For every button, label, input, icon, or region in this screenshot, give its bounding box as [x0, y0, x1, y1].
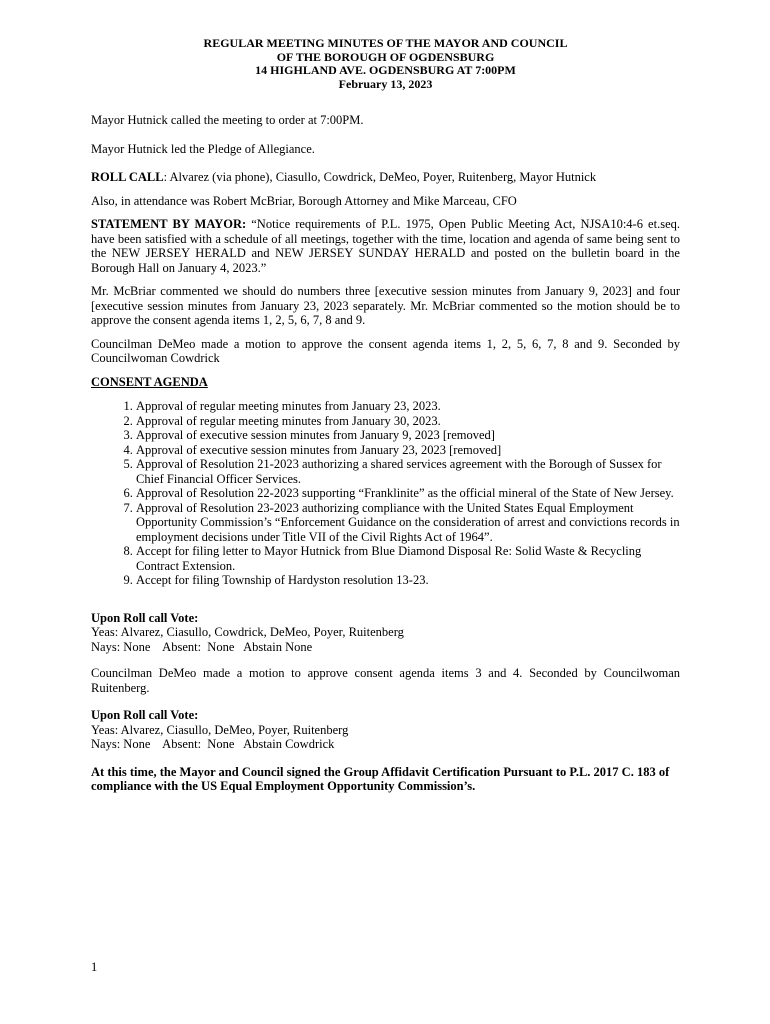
- header-address: 14 HIGHLAND AVE. OGDENSBURG AT 7:00PM: [255, 63, 516, 78]
- list-item: 2. Approval of regular meeting minutes from January 30, 2023.: [136, 414, 680, 429]
- vote-1-heading: Upon Roll call Vote:: [91, 610, 199, 625]
- vote-2-nays: Nays: None Absent: None Abstain Cowdrick: [91, 737, 335, 752]
- vote-1: [91, 611, 680, 655]
- header-title-line-2: OF THE BOROUGH OF OGDENSBURG: [276, 49, 495, 64]
- call-to-order: Mayor Hutnick called the meeting to order at 7:00PM.: [91, 113, 364, 128]
- list-item: 7. Approval of Resolution 23-2023 authorizing compliance with the United States Equal Employment Opportunity Commission’s “Enforcement Guidance on the consideration of arrest and convictions records in employment decisions under Title VII of the Civil Rights Act of 1964”.: [136, 501, 680, 545]
- motion-2: Councilman DeMeo made a motion to approve consent agenda items 3 and 4. Seconded by Councilwoman Ruitenberg.: [91, 666, 680, 695]
- page-number: 1: [91, 960, 98, 974]
- attendance: Also, in attendance was Robert McBriar, Borough Attorney and Mike Marceau, CFO: [91, 193, 517, 208]
- motion-1: Councilman DeMeo made a motion to approve the consent agenda items 1, 2, 5, 6, 7, 8 and 9. Seconded by Councilwoman Cowdrick: [91, 336, 680, 366]
- roll-call-label: ROLL CALL: [91, 170, 164, 185]
- list-item: 1. Approval of regular meeting minutes from January 23, 2023.: [136, 399, 680, 414]
- vote-2-heading: Upon Roll call Vote:: [91, 708, 199, 723]
- document-header: [91, 37, 680, 91]
- roll-call-text: : Alvarez (via phone), Ciasullo, Cowdrick, DeMeo, Poyer, Ruitenberg, Mayor Hutnick: [163, 170, 597, 185]
- vote-2: [91, 708, 680, 752]
- mayor-statement: [91, 217, 680, 275]
- list-item: 9. Accept for filing Township of Hardyston resolution 13-23.: [136, 573, 680, 588]
- statement-label: STATEMENT BY MAYOR:: [91, 217, 247, 232]
- statement-text: “Notice requirements of P.L. 1975, Open Public Meeting Act, NJSA10:4-6 et.seq. have been satisfied with a schedule of all meetings, together with the time, location and agenda of same being sent to the NEW JERSEY HERALD and NEW JERSEY SUNDAY HERALD and posted on the bulletin board in the Borough Hall on January 4, 2023.”: [91, 217, 680, 275]
- consent-agenda-list: [91, 399, 680, 588]
- list-item: 4. Approval of executive session minutes from January 23, 2023 [removed]: [136, 443, 680, 458]
- pledge: Mayor Hutnick led the Pledge of Allegiance.: [91, 141, 315, 156]
- header-date: February 13, 2023: [338, 76, 433, 91]
- document-page: [91, 37, 680, 794]
- list-item: 6. Approval of Resolution 22-2023 supporting “Franklinite” as the official mineral of the State of New Jersey.: [136, 486, 680, 501]
- list-item: 8. Accept for filing letter to Mayor Hutnick from Blue Diamond Disposal Re: Solid Waste & Recycling Contract Extension.: [136, 544, 680, 573]
- affidavit-statement: At this time, the Mayor and Council signed the Group Affidavit Certification Pursuant to P.L. 2017 C. 183 of compliance with the US Equal Employment Opportunity Commission’s.: [91, 764, 670, 794]
- list-item: 3. Approval of executive session minutes from January 9, 2023 [removed]: [136, 428, 680, 443]
- list-item: 5. Approval of Resolution 21-2023 authorizing a shared services agreement with the Borough of Sussex for Chief Financial Officer Services.: [136, 457, 680, 486]
- vote-2-yeas: Yeas: Alvarez, Ciasullo, DeMeo, Poyer, Ruitenberg: [91, 722, 349, 737]
- vote-1-yeas: Yeas: Alvarez, Ciasullo, Cowdrick, DeMeo, Poyer, Ruitenberg: [91, 625, 404, 640]
- roll-call: [91, 170, 680, 185]
- consent-agenda-heading: CONSENT AGENDA: [91, 374, 208, 389]
- vote-1-nays: Nays: None Absent: None Abstain None: [91, 639, 313, 654]
- mcbriar-comment: Mr. McBriar commented we should do numbers three [executive session minutes from January 9, 2023] and four [executive session minutes from January 23, 2023 separately. Mr. McBriar commented so the motion should be to approve the consent agenda items 1, 2, 5, 6, 7, 8 and 9.: [91, 284, 680, 328]
- header-title-line-1: REGULAR MEETING MINUTES OF THE MAYOR AND COUNCIL: [203, 36, 568, 50]
